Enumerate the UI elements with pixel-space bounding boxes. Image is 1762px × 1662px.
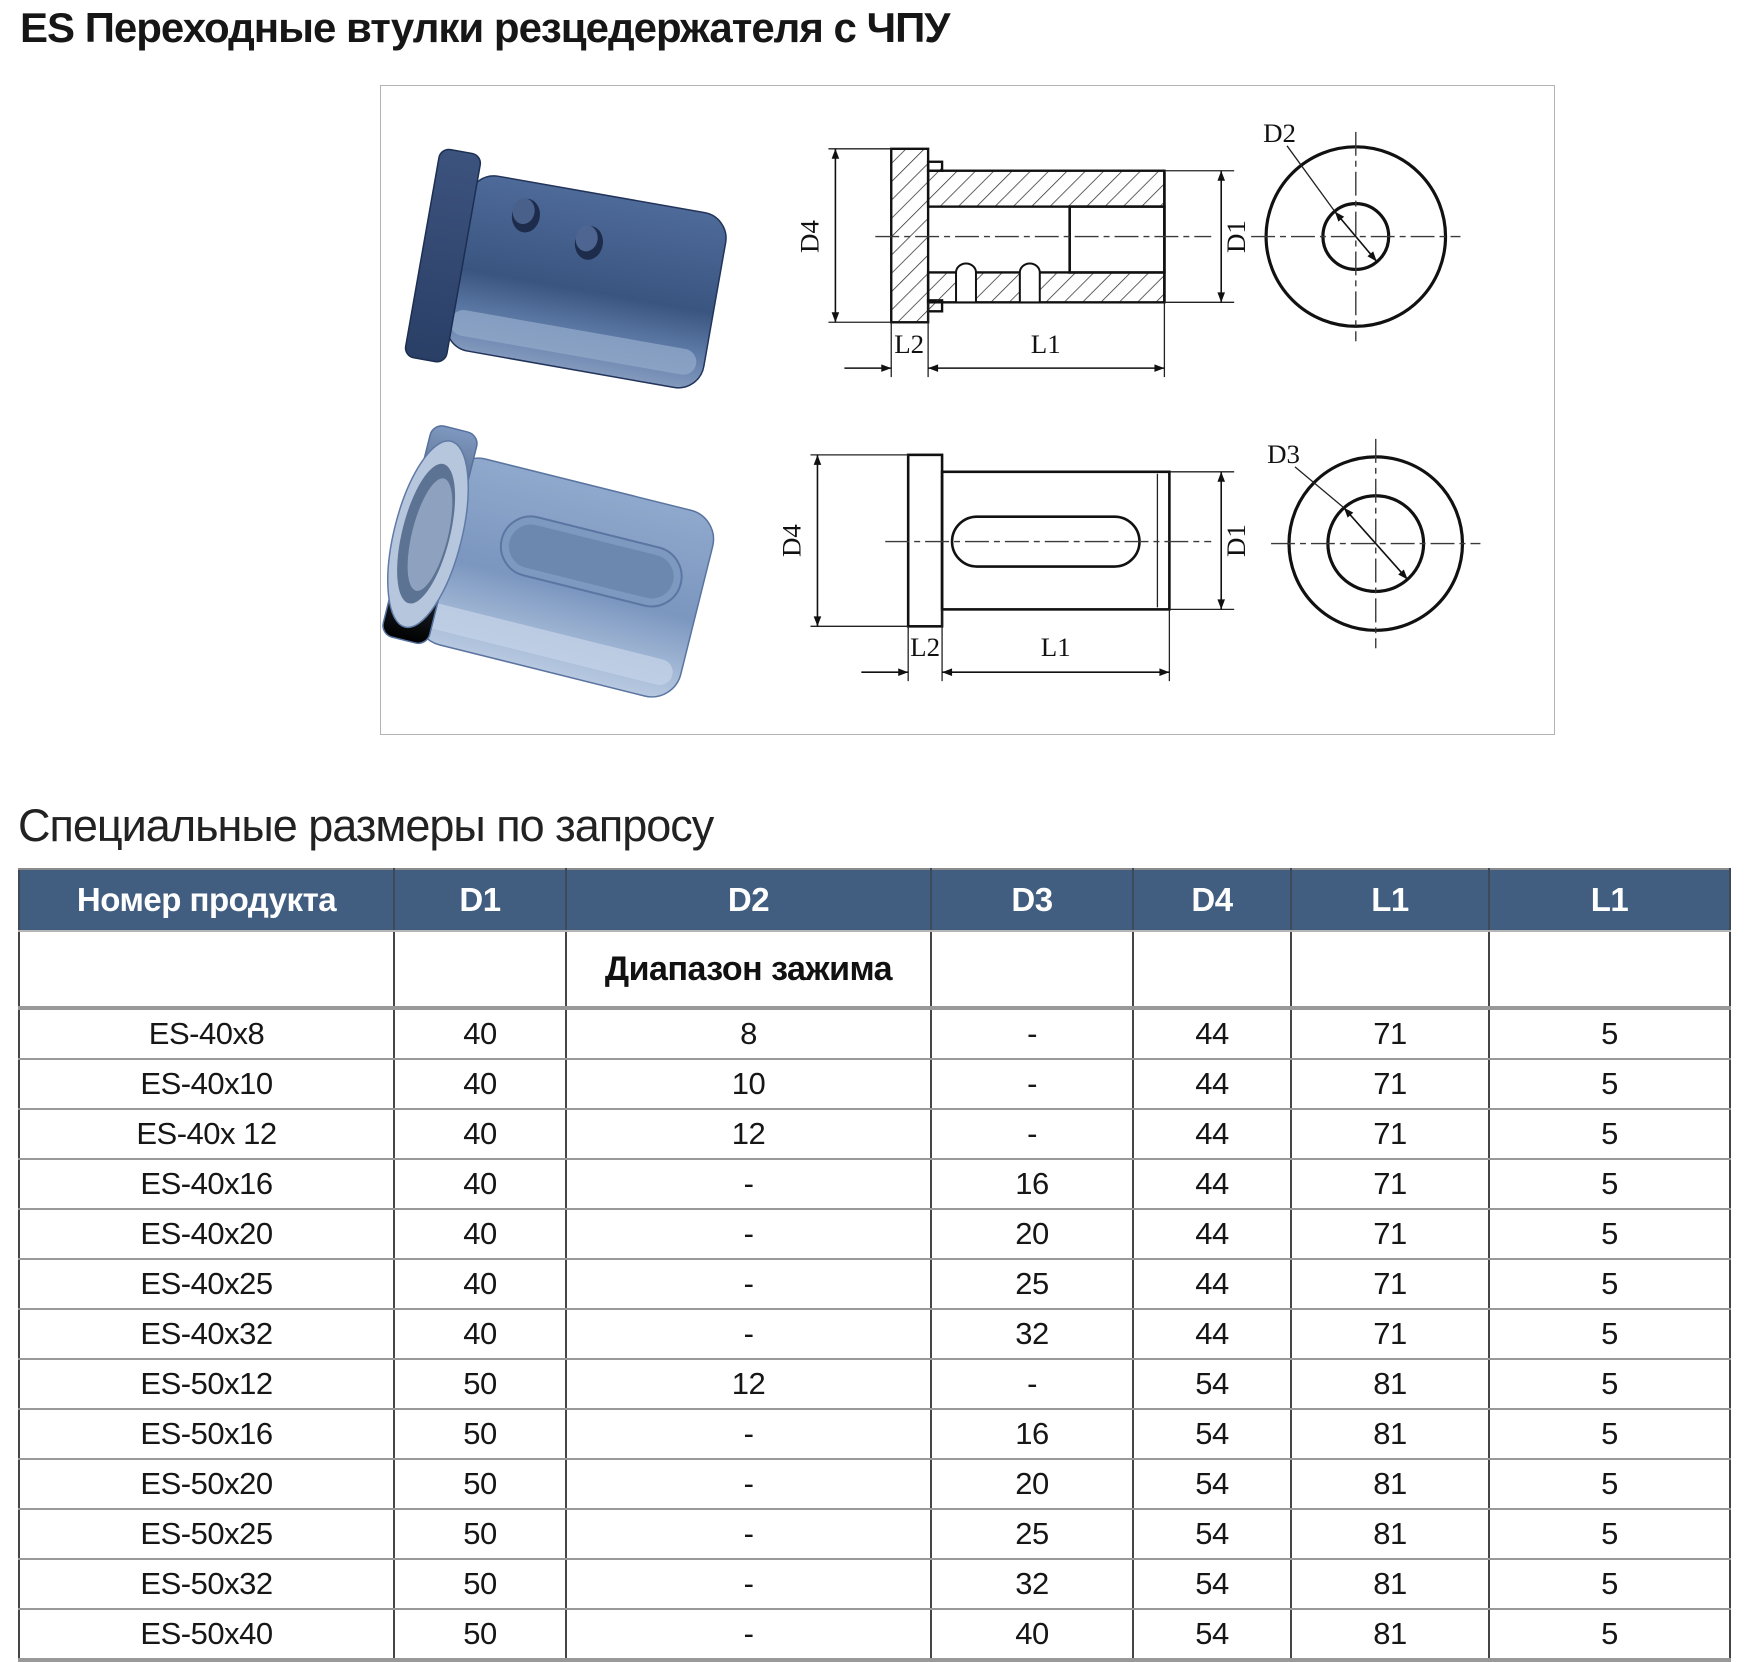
dimension-cell: 81 — [1291, 1409, 1489, 1459]
dimension-cell: 81 — [1291, 1459, 1489, 1509]
dimension-cell: 50 — [394, 1609, 566, 1660]
dimension-cell: 54 — [1133, 1509, 1291, 1559]
table-header — [19, 869, 1730, 931]
product-number-cell: ES-50x16 — [19, 1409, 394, 1459]
technical-drawing-panel — [380, 85, 1555, 735]
product-number-cell: ES-40x20 — [19, 1209, 394, 1259]
section-view-holes — [794, 149, 1251, 377]
dimension-cell: 32 — [931, 1309, 1133, 1359]
dim-label-d3: D3 — [1267, 438, 1300, 469]
dimension-cell: 71 — [1291, 1259, 1489, 1309]
table-row — [19, 1559, 1730, 1609]
dimension-cell: 40 — [394, 1209, 566, 1259]
product-number-cell: ES-50x25 — [19, 1509, 394, 1559]
dimension-cell: 5 — [1489, 1109, 1730, 1159]
subheader-cell — [1291, 931, 1489, 1008]
subheader-cell — [1133, 931, 1291, 1008]
dimension-cell: 5 — [1489, 1609, 1730, 1660]
product-number-cell: ES-40x10 — [19, 1059, 394, 1109]
dimensions-table — [18, 868, 1731, 1662]
dimension-cell: 81 — [1291, 1359, 1489, 1409]
dimension-cell: 54 — [1133, 1559, 1291, 1609]
dimension-cell: 81 — [1291, 1609, 1489, 1660]
table-row — [19, 1059, 1730, 1109]
dimension-cell: 12 — [566, 1109, 931, 1159]
dimension-cell: - — [566, 1509, 931, 1559]
dim-label-l2-bottom: L2 — [910, 632, 941, 663]
subheader-row — [19, 931, 1730, 1008]
dimension-cell: 81 — [1291, 1559, 1489, 1609]
dimension-cell: 5 — [1489, 1459, 1730, 1509]
subheader-cell — [931, 931, 1133, 1008]
dimension-cell: 54 — [1133, 1409, 1291, 1459]
column-header-d1: D1 — [394, 869, 566, 931]
subheader-cell — [1489, 931, 1730, 1008]
dimension-cell: 50 — [394, 1459, 566, 1509]
product-number-cell: ES-50x20 — [19, 1459, 394, 1509]
table-row — [19, 1509, 1730, 1559]
dimension-cell: 81 — [1291, 1509, 1489, 1559]
subheader-cell — [19, 931, 394, 1008]
dimension-cell: - — [566, 1559, 931, 1609]
render-sleeve-with-slot — [369, 420, 725, 707]
table-row — [19, 1259, 1730, 1309]
dimension-cell: 8 — [566, 1008, 931, 1059]
dimension-cell: - — [566, 1609, 931, 1660]
dimension-cell: 71 — [1291, 1209, 1489, 1259]
dimension-cell: - — [566, 1459, 931, 1509]
dimension-cell: 54 — [1133, 1609, 1291, 1660]
dimension-cell: 44 — [1133, 1309, 1291, 1359]
dimension-cell: 40 — [394, 1109, 566, 1159]
table-row — [19, 1459, 1730, 1509]
dimension-cell: 54 — [1133, 1359, 1291, 1409]
product-number-cell: ES-40x8 — [19, 1008, 394, 1059]
dimension-cell: 50 — [394, 1409, 566, 1459]
dim-label-d1-top: D1 — [1221, 220, 1252, 253]
dim-label-d4-bottom: D4 — [776, 524, 807, 558]
dimension-cell: 5 — [1489, 1008, 1730, 1059]
dimension-cell: 32 — [931, 1559, 1133, 1609]
column-header-l1: L1 — [1291, 869, 1489, 931]
table-row — [19, 1609, 1730, 1660]
dimension-cell: 5 — [1489, 1509, 1730, 1559]
dimension-cell: 44 — [1133, 1008, 1291, 1059]
dimension-cell: 5 — [1489, 1059, 1730, 1109]
dimension-cell: 71 — [1291, 1059, 1489, 1109]
dimension-cell: 5 — [1489, 1159, 1730, 1209]
dimension-cell: 71 — [1291, 1309, 1489, 1359]
table-row — [19, 1209, 1730, 1259]
dimension-cell: 50 — [394, 1509, 566, 1559]
product-number-cell: ES-50x12 — [19, 1359, 394, 1409]
dimension-cell: - — [931, 1008, 1133, 1059]
end-view-d2 — [1251, 118, 1460, 341]
dimension-cell: 10 — [566, 1059, 931, 1109]
dim-label-d2: D2 — [1263, 117, 1296, 148]
dim-label-l2-top: L2 — [894, 329, 925, 360]
dimension-cell: 44 — [1133, 1259, 1291, 1309]
dimension-cell: 44 — [1133, 1059, 1291, 1109]
dimension-cell: 5 — [1489, 1409, 1730, 1459]
dimension-cell: 5 — [1489, 1359, 1730, 1409]
dimension-cell: 44 — [1133, 1159, 1291, 1209]
section-subtitle: Специальные размеры по запросу — [18, 800, 714, 851]
column-header-l1-2: L1 — [1489, 869, 1730, 931]
table-row — [19, 1359, 1730, 1409]
end-view-d3 — [1267, 439, 1480, 648]
technical-drawing — [381, 86, 1554, 734]
dimension-cell: 50 — [394, 1559, 566, 1609]
table-body — [19, 1008, 1730, 1660]
product-number-cell: ES-50x32 — [19, 1559, 394, 1609]
side-view-slot — [777, 455, 1252, 681]
subheader-cell — [394, 931, 566, 1008]
dimension-cell: 50 — [394, 1359, 566, 1409]
table-row — [19, 1008, 1730, 1059]
dimension-cell: 40 — [394, 1309, 566, 1359]
dimension-cell: 25 — [931, 1259, 1133, 1309]
column-header-product-number: Номер продукта — [19, 869, 394, 931]
dimension-cell: 44 — [1133, 1209, 1291, 1259]
dimension-cell: 40 — [931, 1609, 1133, 1660]
dimension-cell: 40 — [394, 1159, 566, 1209]
dimension-cell: 20 — [931, 1209, 1133, 1259]
table-row — [19, 1309, 1730, 1359]
dimension-cell: 16 — [931, 1159, 1133, 1209]
column-header-d4: D4 — [1133, 869, 1291, 931]
dim-label-l1-top: L1 — [1030, 329, 1061, 360]
dimension-cell: - — [566, 1159, 931, 1209]
dimension-cell: - — [931, 1059, 1133, 1109]
column-header-d3: D3 — [931, 869, 1133, 931]
table-row — [19, 1159, 1730, 1209]
clamping-range-label: Диапазон зажима — [566, 931, 931, 1008]
dimension-cell: 40 — [394, 1259, 566, 1309]
product-number-cell: ES-40x16 — [19, 1159, 394, 1209]
dimension-cell: 40 — [394, 1059, 566, 1109]
dimension-cell: - — [931, 1109, 1133, 1159]
dimension-cell: 20 — [931, 1459, 1133, 1509]
dimension-cell: 5 — [1489, 1209, 1730, 1259]
table-row — [19, 1409, 1730, 1459]
dimension-cell: - — [931, 1359, 1133, 1409]
dimension-cell: 71 — [1291, 1109, 1489, 1159]
dimension-cell: 71 — [1291, 1008, 1489, 1059]
product-number-cell: ES-40x32 — [19, 1309, 394, 1359]
dimension-cell: 16 — [931, 1409, 1133, 1459]
column-header-d2: D2 — [566, 869, 931, 931]
dimension-cell: - — [566, 1209, 931, 1259]
page-title: ES Переходные втулки резцедержателя с ЧПУ — [20, 4, 950, 51]
dimension-cell: 25 — [931, 1509, 1133, 1559]
dimension-cell: - — [566, 1259, 931, 1309]
dimension-cell: 5 — [1489, 1559, 1730, 1609]
dimension-cell: 5 — [1489, 1259, 1730, 1309]
dim-label-l1-bottom: L1 — [1040, 632, 1071, 663]
render-sleeve-with-holes — [404, 148, 733, 408]
dimension-cell: 54 — [1133, 1459, 1291, 1509]
dimension-cell: 12 — [566, 1359, 931, 1409]
product-number-cell: ES-40x25 — [19, 1259, 394, 1309]
dim-label-d1-bottom: D1 — [1221, 524, 1252, 558]
table-row — [19, 1109, 1730, 1159]
dimension-cell: - — [566, 1409, 931, 1459]
dim-label-d4-top: D4 — [794, 220, 825, 253]
product-number-cell: ES-40x 12 — [19, 1109, 394, 1159]
dimension-cell: 5 — [1489, 1309, 1730, 1359]
dimension-cell: 40 — [394, 1008, 566, 1059]
dimension-cell: - — [566, 1309, 931, 1359]
dimension-cell: 71 — [1291, 1159, 1489, 1209]
dimension-cell: 44 — [1133, 1109, 1291, 1159]
product-number-cell: ES-50x40 — [19, 1609, 394, 1660]
